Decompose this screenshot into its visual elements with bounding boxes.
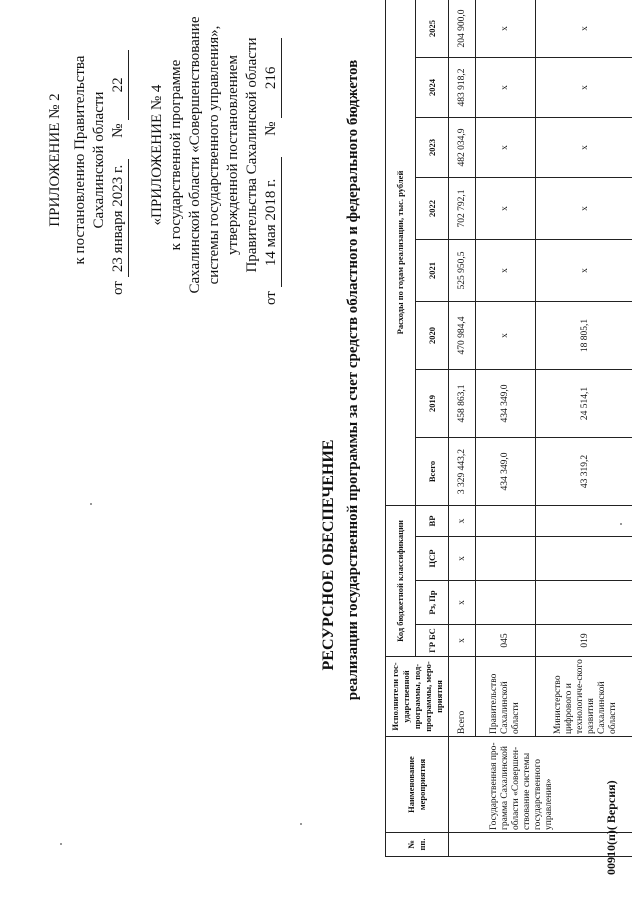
scan-speck (620, 523, 622, 525)
scan-speck (90, 503, 92, 505)
resource-subtitle: реализации государственной программы за счет средств областного и федерального бюджетов (345, 59, 361, 701)
old-appendix-date: 14 мая 2018 г. (262, 157, 282, 287)
old-appendix-line5: Правительства Сахалинской области (244, 37, 260, 273)
year-cell: 18 805,1 (536, 302, 632, 370)
old-appendix-num-label: № (263, 121, 279, 136)
year-cell: 24 514,1 (536, 370, 632, 438)
header-num: № пп. (386, 833, 449, 857)
year-cell: х (536, 58, 632, 118)
year-cell: х (476, 302, 536, 370)
old-appendix-block (148, 5, 282, 305)
year-cell: х (476, 0, 536, 58)
header-year-2022: 2022 (416, 178, 449, 240)
table-row (536, 0, 632, 857)
header-year-2021: 2021 (416, 240, 449, 302)
vr-cell: х (449, 506, 476, 537)
header-budget-code: Код бюджетной классификации (386, 506, 416, 657)
header-year-2019: 2019 (416, 370, 449, 438)
appendix-from-label: от (110, 281, 126, 295)
total-cell: 3 329 443,2 (449, 438, 476, 506)
header-year-2020: 2020 (416, 302, 449, 370)
year-cell: 434 349,0 (476, 370, 536, 438)
table-row (476, 0, 536, 857)
appendix-title: ПРИЛОЖЕНИЕ № 2 (47, 93, 63, 227)
year-cell: х (536, 118, 632, 178)
resource-title: РЕСУРСНОЕ ОБЕСПЕЧЕНИЕ (320, 439, 337, 671)
appendix-line1: к постановлению Правительства (72, 55, 88, 265)
old-appendix-line1: к государственной программе (168, 59, 184, 251)
rzpr-cell: х (449, 581, 476, 625)
year-cell: х (536, 0, 632, 58)
appendix-num-label: № (110, 123, 126, 138)
footer-code: 00910(п)( Версия) (604, 780, 618, 875)
total-cell: 43 319,2 (536, 438, 632, 506)
header-csr: ЦСР (416, 537, 449, 581)
executor-cell: Министерство цифрового и технологиче-ского развития Сахалинской области (536, 657, 632, 737)
csr-cell (536, 537, 632, 581)
grbs-cell: 045 (476, 625, 536, 657)
header-year-2024: 2024 (416, 58, 449, 118)
executor-cell: Правительство Сахалинской области (476, 657, 536, 737)
scan-speck (60, 843, 62, 845)
appendix-block (46, 25, 129, 295)
header-vr: ВР (416, 506, 449, 537)
year-cell: х (476, 58, 536, 118)
old-appendix-title: «ПРИЛОЖЕНИЕ № 4 (149, 84, 165, 226)
resource-table (385, 0, 632, 857)
year-cell: х (536, 240, 632, 302)
header-grbs: ГР БС (416, 625, 449, 657)
year-cell: 204 900,0 (449, 0, 476, 58)
rzpr-cell (536, 581, 632, 625)
grbs-cell: 019 (536, 625, 632, 657)
csr-cell: х (449, 537, 476, 581)
program-name-cell: Государственная про-грамма Сахалинской области «Совершен-ствование системы государственного управления» (449, 737, 632, 833)
header-name: Наименование мероприятия (386, 737, 449, 833)
rzpr-cell (476, 581, 536, 625)
year-cell: х (476, 178, 536, 240)
header-expenses: Расходы по годам реализации, тыс. рублей (386, 0, 416, 506)
old-appendix-line4: утвержденной постановлением (225, 55, 241, 255)
appendix-number: 22 (109, 50, 129, 120)
old-appendix-line3: системы государственного управления», (206, 25, 222, 285)
header-total: Всего (416, 438, 449, 506)
old-appendix-number: 216 (262, 38, 282, 118)
year-cell: 482 034,9 (449, 118, 476, 178)
vr-cell (536, 506, 632, 537)
year-cell: х (476, 240, 536, 302)
csr-cell (476, 537, 536, 581)
year-cell: 525 950,5 (449, 240, 476, 302)
appendix-line2: Сахалинской области (91, 91, 107, 229)
old-appendix-from-label: от (263, 291, 279, 305)
header-year-2025: 2025 (416, 0, 449, 58)
year-cell: 458 863,1 (449, 370, 476, 438)
appendix-date-line (109, 25, 129, 295)
header-executor: Исполнители гос-ударственной программы, под-программы, меро-приятия (386, 657, 449, 737)
table-row (449, 0, 476, 857)
year-cell: 483 918,2 (449, 58, 476, 118)
header-year-2023: 2023 (416, 118, 449, 178)
old-appendix-date-line (262, 5, 282, 305)
year-cell: 470 984,4 (449, 302, 476, 370)
old-appendix-line2: Сахалинской области «Совершенствование (187, 16, 203, 294)
year-cell: 702 792,1 (449, 178, 476, 240)
executor-cell: Всего (449, 657, 476, 737)
appendix-date: 23 января 2023 г. (109, 159, 129, 277)
grbs-cell: х (449, 625, 476, 657)
header-rzpr: Рз, Пр (416, 581, 449, 625)
year-cell: х (476, 118, 536, 178)
scan-speck (300, 823, 302, 825)
total-cell: 434 349,0 (476, 438, 536, 506)
year-cell: х (536, 178, 632, 240)
vr-cell (476, 506, 536, 537)
